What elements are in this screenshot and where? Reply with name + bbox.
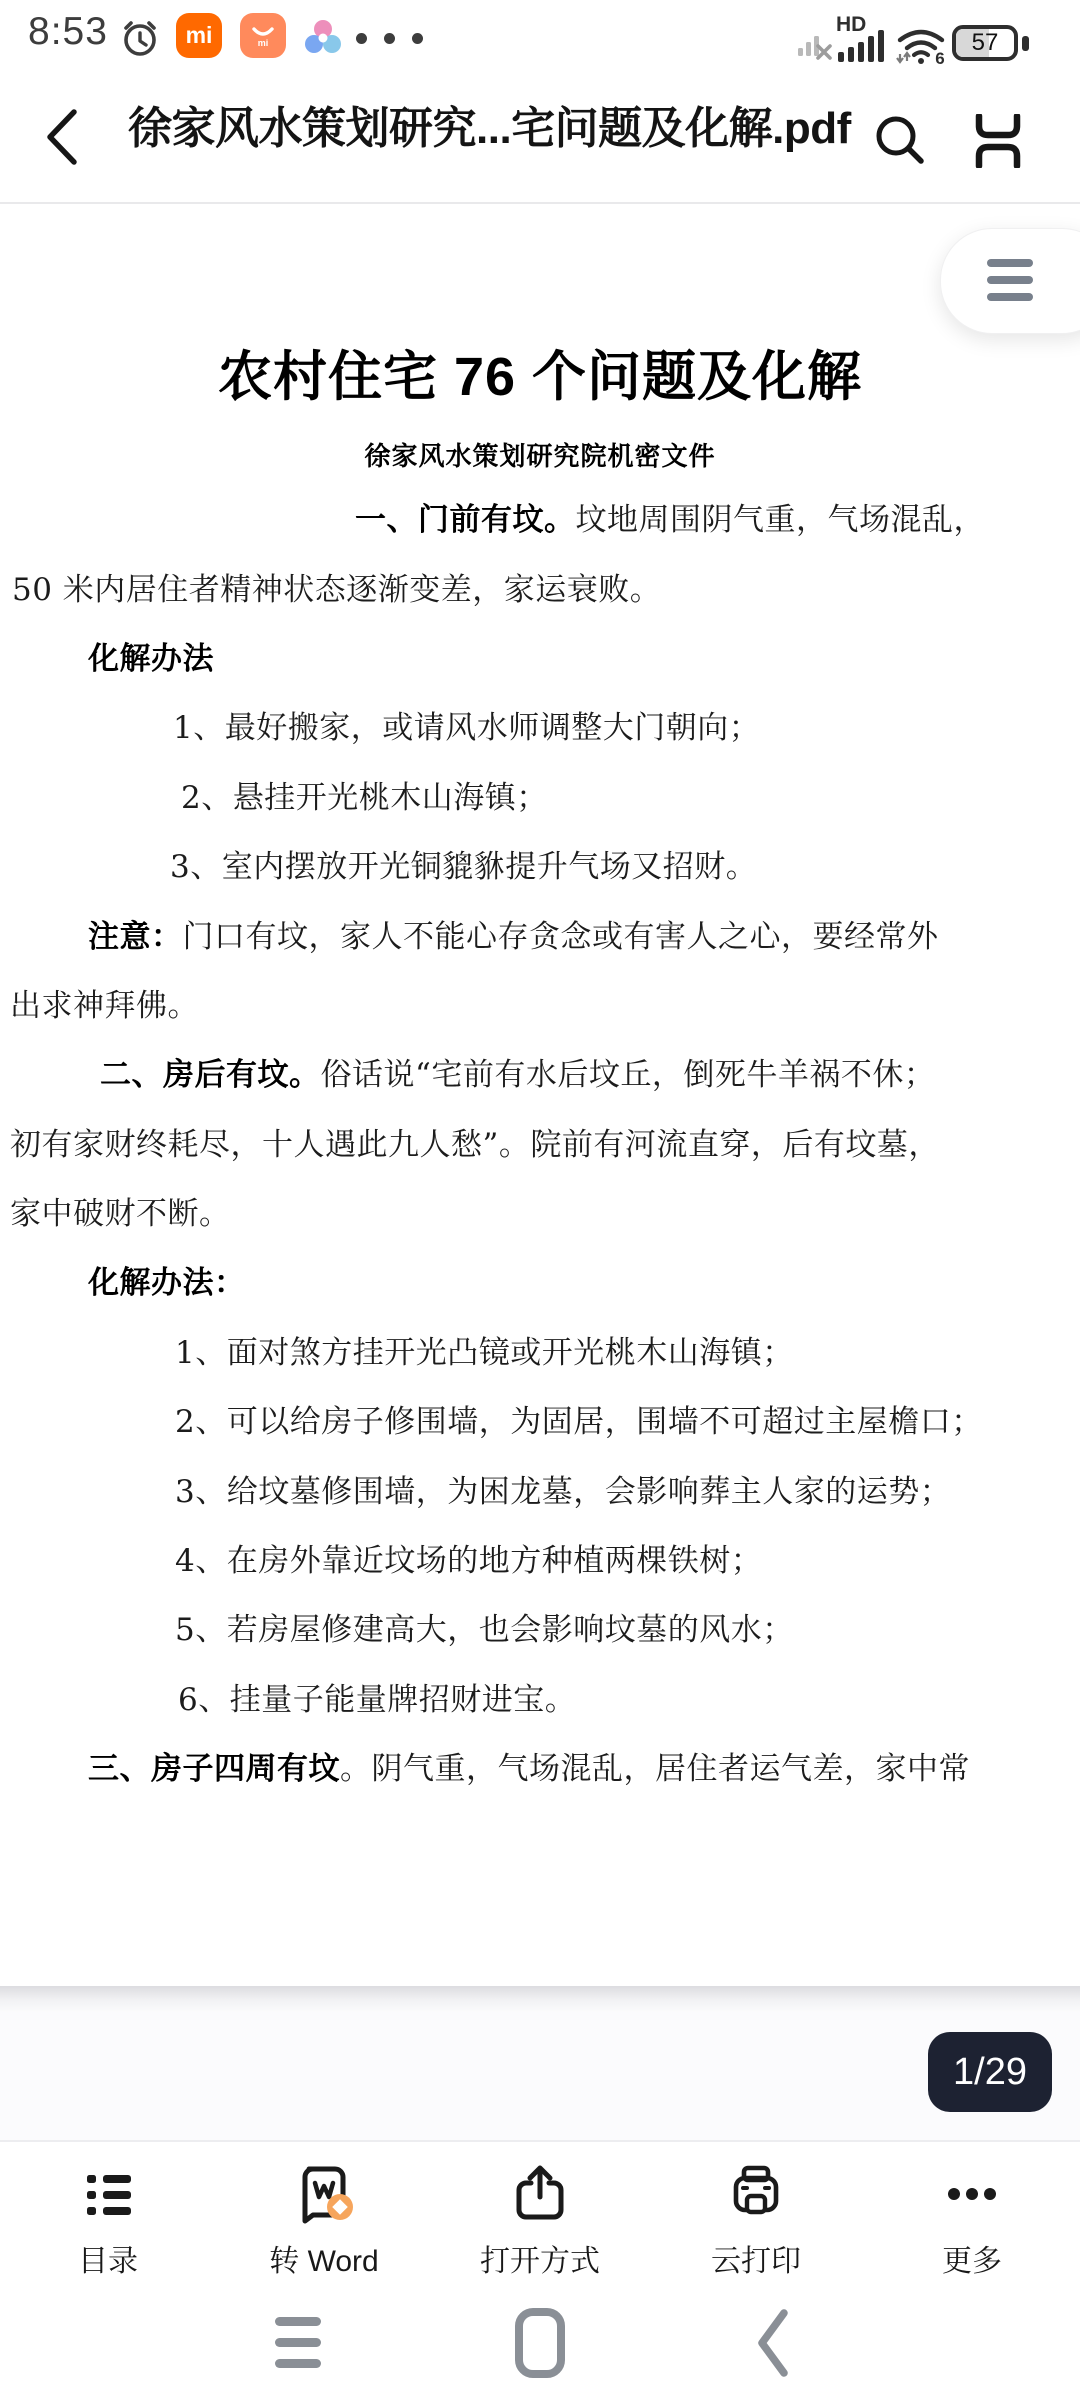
- share-icon: [511, 2158, 569, 2230]
- battery-indicator: [952, 25, 1018, 61]
- doc-line-text: 3、室内摆放开光铜貔貅提升气场又招财。: [170, 849, 758, 886]
- clock-time: 8:53: [28, 10, 108, 53]
- back-nav-button[interactable]: [752, 2307, 792, 2379]
- doc-line-text: 50 米内居住者精神状态逐渐变差，家运衰败。: [12, 571, 662, 608]
- doc-line: [0, 968, 1080, 1037]
- sim2-signal-bars-icon: [838, 30, 890, 62]
- battery-percent: 57: [971, 29, 999, 56]
- doc-line: [0, 1315, 1080, 1384]
- reader-background: [0, 2012, 1080, 2140]
- toolbar-item-toc[interactable]: [0, 2142, 216, 2287]
- toolbar-item-label: 打开方式: [480, 2245, 600, 2278]
- doc-line: [0, 690, 1080, 759]
- doc-line-text: 俗话说“宅前有水后坟丘，倒死牛羊祸不休；: [320, 1057, 936, 1094]
- toolbar-item-open-with[interactable]: [432, 2142, 648, 2287]
- doc-line-emphasis: 注意：: [88, 918, 183, 954]
- doc-line: [0, 829, 1080, 898]
- document-title: 徐家风水策划研究...宅问题及化解.pdf: [128, 104, 851, 153]
- mi-notification-icon: mi: [176, 13, 222, 58]
- bottom-toolbar: [0, 2140, 1080, 2287]
- doc-line-text: 4、在房外靠近坟场的地方种植两棵铁树；: [175, 1543, 763, 1580]
- doc-lines: [0, 482, 1080, 1800]
- doc-line: [0, 1592, 1080, 1661]
- doc-line-text: 初有家财终耗尽，十人遇此九人愁”。院前有河流直穿，后有坟墓，: [10, 1126, 940, 1163]
- doc-line: [0, 760, 1080, 829]
- battery-cap: [1022, 36, 1029, 51]
- quick-menu-pill[interactable]: [940, 228, 1080, 334]
- wifi-standard-label: 6: [935, 49, 945, 64]
- doc-line-text: 1、面对煞方挂开光凸镜或开光桃木山海镇；: [175, 1334, 794, 1371]
- doc-line-emphasis: 二、房后有坟。: [100, 1057, 321, 1093]
- doc-heading: 农村住宅 76 个问题及化解: [217, 347, 863, 407]
- doc-line: [0, 1662, 1080, 1731]
- doc-line-emphasis: 一、门前有坟。: [355, 502, 576, 538]
- list-icon: [79, 2158, 137, 2230]
- alarm-icon: [118, 16, 162, 60]
- doc-line-emphasis: 化解办法：: [88, 1265, 246, 1301]
- doc-line: [0, 621, 1080, 690]
- doc-line-text: 家中破财不断。: [10, 1196, 231, 1233]
- status-bar: [0, 0, 1080, 70]
- toolbar-item-cloud-print[interactable]: [648, 2142, 864, 2287]
- doc-line: [0, 1107, 1080, 1176]
- doc-line-text: 1、最好搬家，或请风水师调整大门朝向；: [173, 710, 761, 747]
- reflow-view-icon[interactable]: [962, 114, 1034, 168]
- doc-line-emphasis: 三、房子四周有坟: [88, 1751, 340, 1787]
- hamburger-icon: [987, 259, 1033, 301]
- svg-text:mi: mi: [257, 37, 269, 48]
- doc-line-text: 6、挂量子能量牌招财进宝。: [178, 1681, 577, 1718]
- doc-line: [0, 1731, 1080, 1800]
- printer-icon: [726, 2158, 786, 2230]
- page-bottom-shadow: [0, 1986, 1080, 2012]
- doc-line-text: 5、若房屋修建高大，也会影响坟墓的风水；: [175, 1612, 794, 1649]
- toolbar-item-label: 目录: [78, 2245, 138, 2278]
- doc-line: [0, 551, 1080, 620]
- more-notifications-dots-icon: [356, 33, 423, 44]
- wifi6-icon: [896, 28, 946, 64]
- mi-store-notification-icon: [240, 13, 286, 58]
- doc-line: [0, 1523, 1080, 1592]
- doc-line-text: 坟地周围阴气重，气场混乱，: [575, 502, 985, 539]
- doc-line-text: 出求神拜佛。: [10, 987, 199, 1024]
- android-navbar: [0, 2285, 1080, 2400]
- toolbar-item-label: 转 Word: [269, 2245, 379, 2278]
- search-icon[interactable]: [872, 112, 928, 168]
- doc-line: [0, 1384, 1080, 1453]
- doc-line: [0, 898, 1080, 967]
- app-title-bar: [0, 70, 1080, 203]
- clover-notification-icon: [302, 18, 344, 56]
- doc-line: [0, 1037, 1080, 1106]
- hd-volte-indicator: HD: [836, 13, 867, 36]
- toolbar-item-label: 更多: [942, 2245, 1002, 2278]
- page-indicator[interactable]: [928, 2032, 1052, 2112]
- sim1-no-signal-icon: [798, 28, 834, 60]
- doc-line: [0, 482, 1080, 551]
- doc-line: [0, 1245, 1080, 1314]
- doc-line-text: 3、给坟墓修围墙，为困龙墓，会影响葬主人家的运势；: [175, 1473, 952, 1510]
- doc-line-text: 门口有坟，家人不能心存贪念或有害人之心，要经常外: [182, 918, 939, 955]
- home-button[interactable]: [514, 2307, 566, 2379]
- doc-line-text: 2、可以给房子修围墙，为固居，围墙不可超过主屋檐口；: [175, 1404, 983, 1441]
- doc-subheading: 徐家风水策划研究院机密文件: [364, 441, 716, 471]
- pdf-page[interactable]: [0, 204, 1080, 1986]
- toolbar-item-label: 云打印: [711, 2245, 801, 2278]
- page-indicator-label: 1/29: [953, 2050, 1027, 2093]
- word-doc-icon: [291, 2158, 357, 2230]
- doc-line-text: 2、悬挂开光桃木山海镇；: [181, 779, 548, 816]
- more-dots-icon: [940, 2158, 1004, 2230]
- doc-line-text: 。阴气重，气场混乱，居住者运气差，家中常: [340, 1751, 970, 1788]
- doc-line: [0, 1176, 1080, 1245]
- toolbar-item-convert-word[interactable]: [216, 2142, 432, 2287]
- doc-line-emphasis: 化解办法: [88, 640, 214, 676]
- back-icon[interactable]: [42, 108, 80, 166]
- recents-button[interactable]: [275, 2317, 321, 2368]
- toolbar-item-more[interactable]: [864, 2142, 1080, 2287]
- doc-line: [0, 1453, 1080, 1522]
